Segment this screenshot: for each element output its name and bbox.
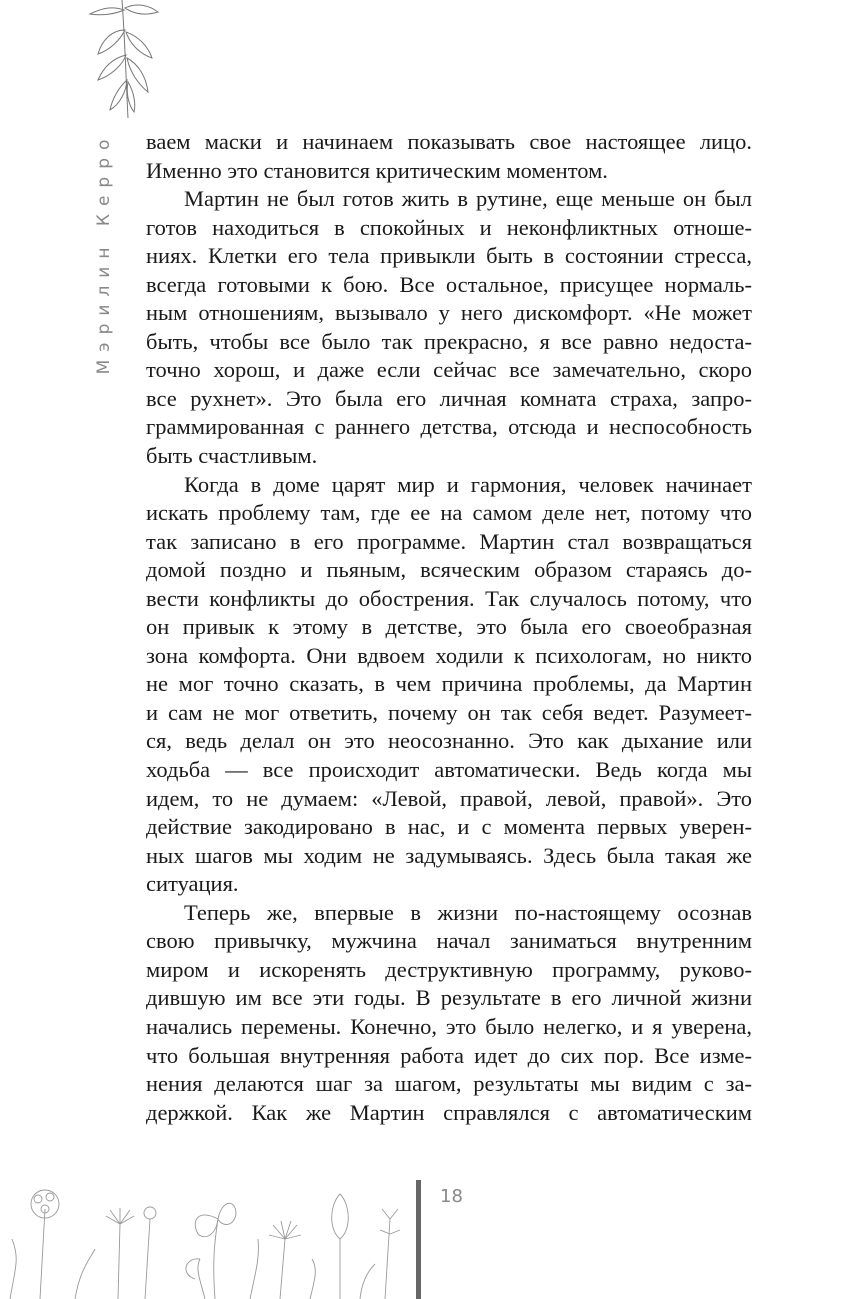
text-line: Когда в доме царят мир и гармония, человек начинает — [184, 471, 752, 497]
text-line: миром и искоренять деструктивную программу, руково- — [146, 956, 752, 982]
text-line: ситуация. — [146, 871, 239, 897]
text-line: домой поздно и пьяным, всяческим образом стараясь до- — [146, 557, 752, 583]
text-line: так записано в его программе. Мартин стал возвращаться — [146, 528, 752, 554]
text-line: и сам не мог ответить, почему он так себя ведет. Разумеет- — [146, 699, 752, 725]
text-line: дившую им все эти годы. В результате в его личной жизни — [146, 985, 752, 1011]
text-line: не мог точно сказать, в чем причина проблемы, да Мартин — [146, 671, 752, 697]
text-line: нения делаются шаг за шагом, результаты мы видим с за- — [146, 1071, 752, 1097]
text-line: всегда готовыми к бою. Все остальное, присущее нормаль- — [146, 271, 752, 297]
text-line: ся, ведь делал он это неосознанно. Это как дыхание или — [146, 728, 752, 754]
text-line: свою привычку, мужчина начал заниматься внутренним — [146, 928, 752, 954]
text-line: зона комфорта. Они вдвоем ходили к психологам, но никто — [146, 642, 752, 668]
text-line: готов находиться в спокойных и неконфликтных отноше- — [146, 214, 752, 240]
page-number-bar — [416, 1180, 421, 1299]
leaf-branch-illustration — [30, 0, 170, 125]
text-line: ным отношениям, вызывало у него дискомфорт. «Не может — [146, 300, 752, 326]
text-line: все рухнет». Это была его личная комната страха, запро- — [146, 385, 752, 411]
paragraph — [146, 185, 752, 470]
paragraph — [146, 471, 752, 899]
text-line: Мартин не был готов жить в рутине, еще меньше он был — [184, 186, 752, 212]
text-line: быть, чтобы все было так прекрасно, я все равно недоста- — [146, 328, 752, 354]
body-text — [146, 128, 752, 1127]
text-line: точно хорош, и даже если сейчас все замечательно, скоро — [146, 357, 752, 383]
text-line: ваем маски и начинаем показывать свое настоящее лицо. — [146, 129, 752, 154]
paragraph — [146, 128, 752, 185]
text-line: ходьба — все происходит автоматически. Ведь когда мы — [146, 757, 752, 783]
wildflowers-illustration — [0, 1179, 416, 1299]
text-line: вести конфликты до обострения. Так случалось потому, что — [146, 585, 752, 611]
text-line: ных шагов мы ходим не задумываясь. Здесь была такая же — [146, 842, 752, 868]
text-line: искать проблему там, где ее на самом деле нет, потому что — [146, 500, 752, 526]
text-line: быть счастливым. — [146, 443, 318, 469]
text-line: граммированная с раннего детства, отсюда и неспособность — [146, 414, 752, 440]
page-number: 18 — [440, 1186, 463, 1207]
text-line: что большая внутренняя работа идет до сих пор. Все изме- — [146, 1042, 752, 1068]
text-line: держкой. Как же Мартин справлялся с автоматическим — [146, 1099, 752, 1125]
text-line: он привык к этому в детстве, это была его своеобразная — [146, 614, 752, 640]
running-header-author — [92, 130, 116, 375]
text-line: ниях. Клетки его тела привыкли быть в состоянии стресса, — [146, 243, 752, 269]
text-line: идем, то не думаем: «Левой, правой, левой, правой». Это — [146, 785, 752, 811]
paragraph — [146, 899, 752, 1127]
text-line: Теперь же, впервые в жизни по-настоящему осознав — [184, 899, 752, 925]
text-line: Именно это становится критическим моментом. — [146, 157, 608, 183]
text-line: начались перемены. Конечно, это было нелегко, и я уверена, — [146, 1013, 752, 1039]
text-line: действие закодировано в нас, и с момента первых уверен- — [146, 814, 752, 840]
author-name: Мэрилин Керро — [94, 131, 114, 374]
